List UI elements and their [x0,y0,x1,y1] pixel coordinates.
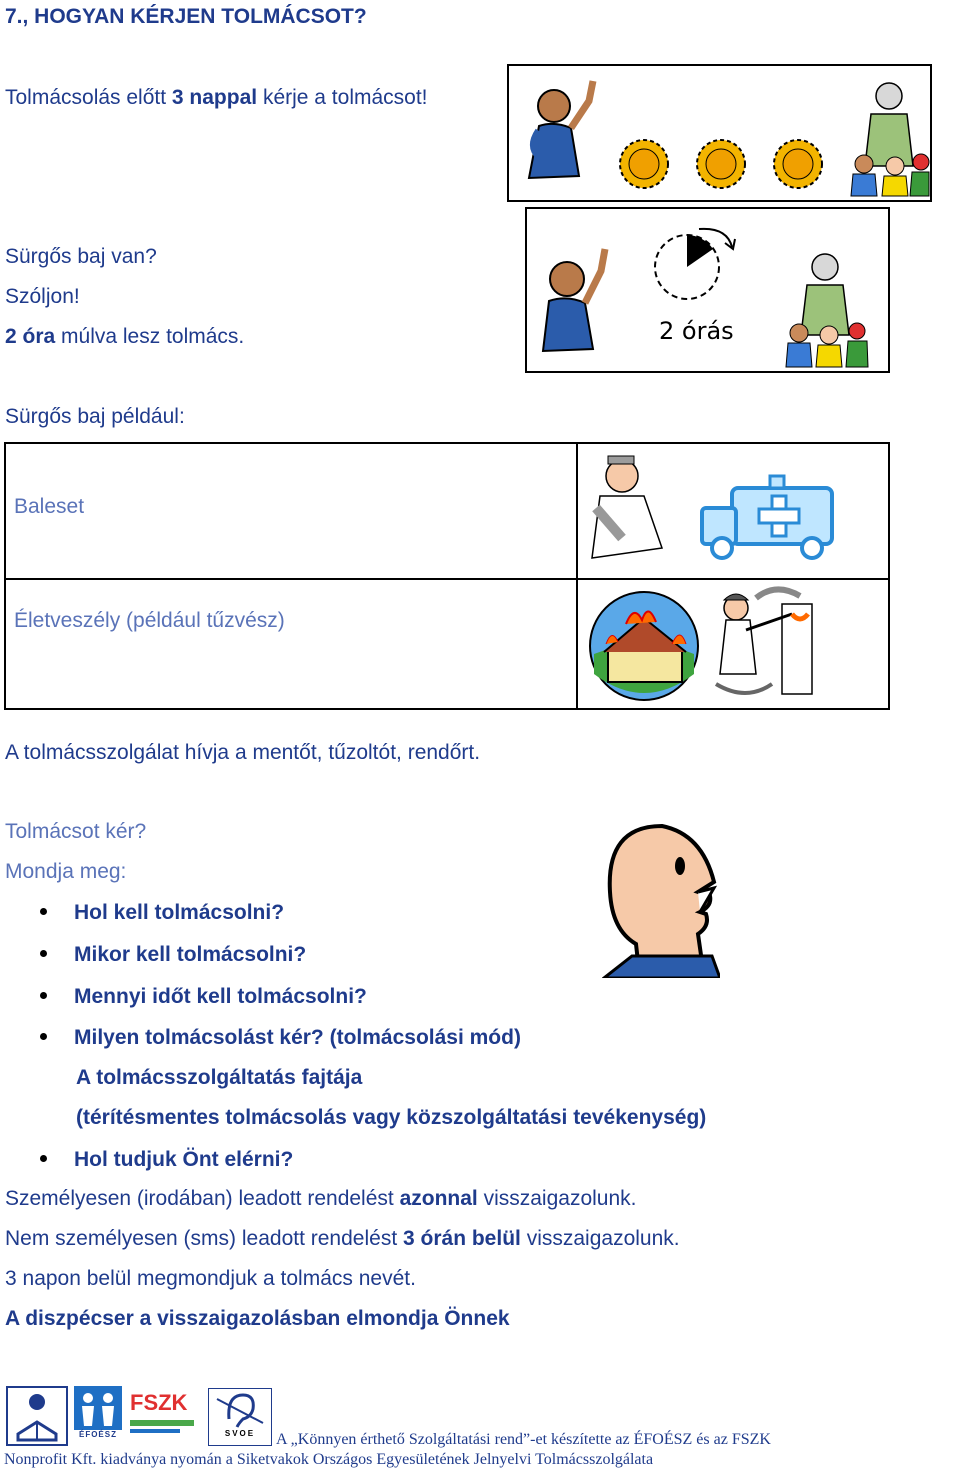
bullet-reach: Hol tudjuk Önt elérni? [74,1148,294,1171]
bullet-dot [40,992,47,999]
bullet-dot [40,1033,47,1040]
firefighter-icon [716,589,812,694]
two-hours-picture [525,207,890,373]
service-type-detail: (térítésmentes tolmácsolás vagy közszolgáltatási tevékenység) [76,1106,707,1129]
interpreter-group-icon [786,254,868,367]
sun-icon [620,140,668,188]
injured-person-icon [592,456,662,558]
example-row-fire: Életveszély (például tűzvész) [14,609,285,632]
service-type: A tolmácsszolgáltatás fajtája [76,1066,363,1089]
clock-icon [655,229,735,299]
example-title: Sürgős baj például: [5,405,185,428]
sun-icon [697,140,745,188]
clock-label: 2 órás [659,317,734,345]
service-calls-text: A tolmácsszolgálat hívja a mentőt, tűzoltót, rendőrt. [5,741,481,764]
efoesz-logo-text: ÉFOÉSZ [78,1430,117,1439]
interpreter-group-icon [851,83,929,196]
bullet-mode: Milyen tolmácsolást kér? (tolmácsolási mód) [74,1026,521,1049]
bullet-how-long: Mennyi időt kell tolmácsolni? [74,985,367,1008]
ambulance-icon [702,476,832,558]
sun-icon [774,140,822,188]
speaking-head-icon [602,822,720,978]
confirm-sms: Nem személyesen (sms) leadott rendelést 3 órán belül visszaigazolunk. [5,1227,680,1250]
bullet-dot [40,1155,47,1162]
footer-line-2: Nonprofit Kft. kiadványa nyomán a Siketvakok Országos Egyesületének Jelnyelvi Tolmácsszolgálata [4,1451,654,1468]
efoesz-logo [74,1386,122,1446]
bullet-dot [40,950,47,957]
confirm-name: 3 napon belül megmondjuk a tolmács nevét. [5,1267,416,1290]
fszk-logo-text: FSZK [130,1390,188,1415]
urgent-two-hours: 2 óra múlva lesz tolmács. [5,325,245,348]
confirm-in-person: Személyesen (irodában) leadott rendelést azonnal visszaigazolunk. [5,1187,637,1210]
footer-line-1: A „Könnyen érthető Szolgáltatási rend”-et készítette az ÉFOÉSZ és az FSZK [276,1431,771,1448]
bullet-when: Mikor kell tolmácsolni? [74,943,307,966]
svoe-logo-text: SVOE [224,1429,256,1438]
fszk-logo [130,1390,198,1446]
easy-read-logo [6,1386,68,1446]
bullet-where: Hol kell tolmácsolni? [74,901,285,924]
example-row-accident: Baleset [14,495,85,518]
three-days-picture [507,64,932,202]
ask-say: Mondja meg: [5,860,127,883]
bullet-dot [40,908,47,915]
ask-question: Tolmácsot kér? [5,820,147,843]
example-table [4,442,890,710]
svoe-logo [208,1388,272,1446]
urgent-call: Szóljon! [5,285,80,308]
request-text: Tolmácsolás előtt 3 nappal kérje a tolmácsot! [5,86,428,109]
confirm-dispatcher: A diszpécser a visszaigazolásban elmondja Önnek [5,1307,510,1330]
person-pointing-icon [529,81,593,178]
page-heading: 7., HOGYAN KÉRJEN TOLMÁCSOT? [5,5,367,28]
house-fire-icon [590,592,698,700]
urgent-question: Sürgős baj van? [5,245,157,268]
person-pointing-icon [543,249,605,351]
